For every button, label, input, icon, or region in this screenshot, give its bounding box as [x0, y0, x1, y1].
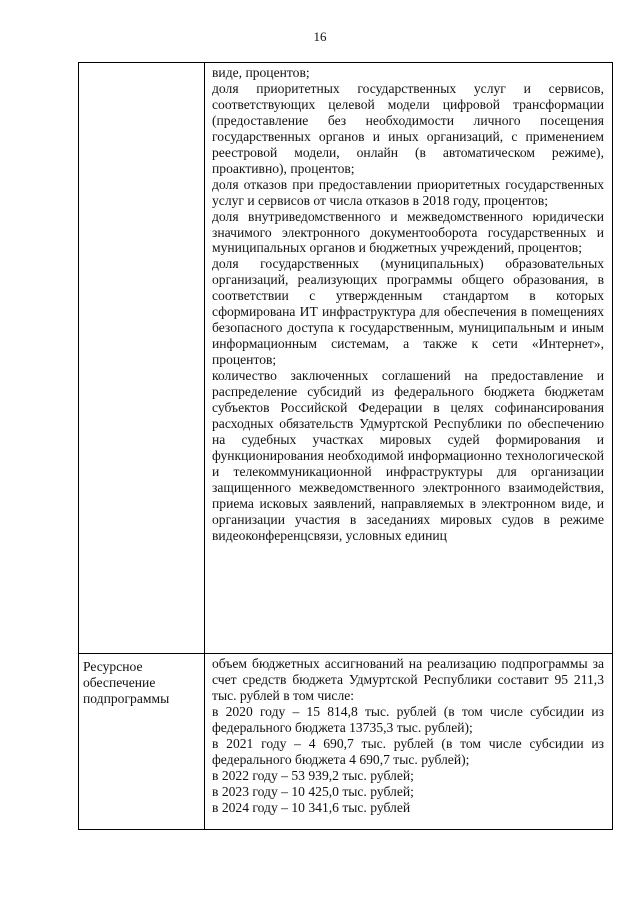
table-row-resources — [79, 654, 613, 830]
passport-table — [78, 62, 613, 830]
row-label-line: обеспечение — [83, 674, 156, 690]
row-label-line: подпрограммы — [83, 690, 170, 706]
funding-paragraph: в 2020 году – 15 814,8 тыс. рублей (в том числе субсидии из федерального бюджета 13735,3 тыс. рублей); — [212, 703, 604, 735]
row-label-cell — [79, 63, 205, 654]
funding-paragraph: объем бюджетных ассигнований на реализацию подпрограммы за счет средств бюджета Удмуртской Республики составит 95 211,3 тыс. рублей в том числе: — [212, 656, 604, 703]
indicator-paragraph: доля отказов при предоставлении приоритетных государственных услуг и сервисов от числа отказов в 2018 году, процентов; — [212, 176, 604, 208]
row-label-line: Ресурсное — [83, 659, 143, 674]
indicator-paragraph: виде, процентов; — [212, 65, 310, 80]
indicator-paragraph: доля государственных (муниципальных) образовательных организаций, реализующих программы общего образования, в соответствии с утвержденным стандартом в которых сформирована ИТ инфраструктура для обеспечения в помещениях безопасного доступа к государственным, муниципальным и иным информационным системам, а также к сети «Интернет», процентов; — [212, 256, 604, 368]
indicator-paragraph: доля внутриведомственного и межведомственного юридически значимого электронного документооборота государственных и муниципальных органов и бюджетных учреждений, процентов; — [212, 208, 604, 256]
table-row-indicators — [79, 63, 613, 654]
funding-paragraph: в 2022 году – 53 939,2 тыс. рублей; — [212, 767, 414, 783]
funding-paragraph: в 2024 году – 10 341,6 тыс. рублей — [212, 799, 411, 815]
page-number: 16 — [313, 29, 327, 44]
row-label-cell — [79, 654, 205, 830]
indicators-content-cell — [205, 63, 613, 654]
funding-paragraph: в 2023 году – 10 425,0 тыс. рублей; — [212, 783, 414, 799]
funding-paragraph: в 2021 году – 4 690,7 тыс. рублей (в том числе субсидии из федерального бюджета 4 690,7 тыс. рублей); — [212, 735, 604, 767]
resources-content-cell — [205, 654, 613, 830]
indicator-paragraph: количество заключенных соглашений на предоставление и распределение субсидий из федерального бюджета бюджетам субъектов Российской Федерации в целях софинансирования расходных обязательств Удмуртской Республики по обеспечению на судебных участках мировых судей формирования и функционирования необходимой информационно технологической и телекоммуникационной инфраструктуры для организации защищенного межведомственного электронного взаимодействия, приема исковых заявлений, направляемых в электронном виде, и организации участия в заседаниях мировых судов в режиме видеоконференцсвязи, условных единиц — [212, 368, 604, 543]
indicator-paragraph: доля приоритетных государственных услуг и сервисов, соответствующих целевой модели цифровой трансформации (предоставление без необходимости личного посещения государственных органов и иных организаций, с применением реестровой модели, онлайн (в автоматическом режиме), проактивно), процентов; — [212, 80, 604, 176]
